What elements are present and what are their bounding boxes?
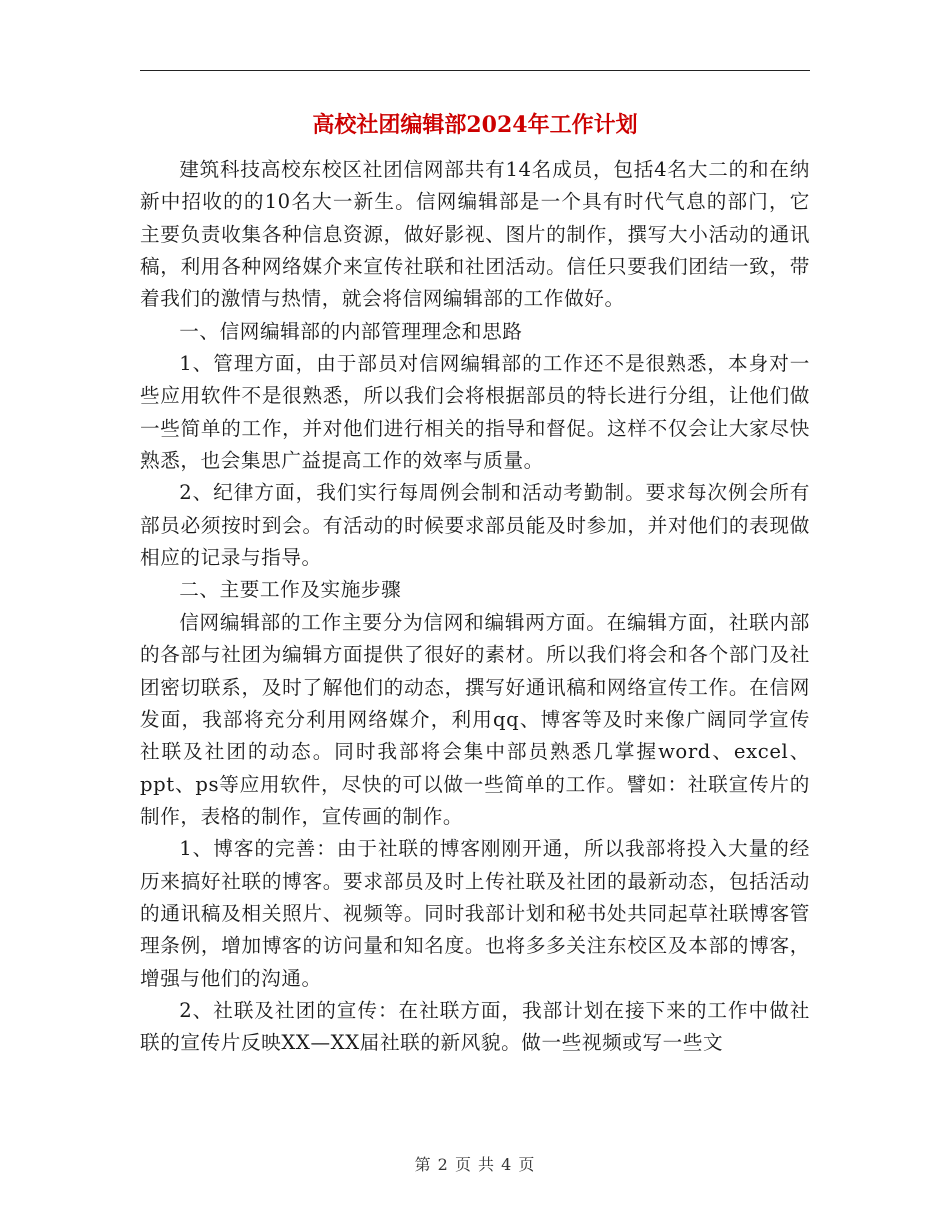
paragraph-management: 1、管理方面，由于部员对信网编辑部的工作还不是很熟悉，本身对一些应用软件不是很熟悉，所以我们会将根据部员的特长进行分组，让他们做一些简单的工作，并对他们进行相关的指导和督促。这样不仅会让大家尽快熟悉，也会集思广益提高工作的效率与质量。 bbox=[140, 352, 810, 473]
paragraph-publicity: 2、社联及社团的宣传：在社联方面，我部计划在接下来的工作中做社联的宣传片反映XX—XX届社联的新风貌。做一些视频或写一些文 bbox=[140, 998, 810, 1055]
paragraph-blog: 1、博客的完善：由于社联的博客刚刚开通，所以我部将投入大量的经历来搞好社联的博客。要求部员及时上传社联及社团的最新动态，包括活动的通讯稿及相关照片、视频等。同时我部计划和秘书处共同起草社联博客管理条例，增加博客的访问量和知名度。也将多多关注东校区及本部的博客，增强与他们的沟通。 bbox=[140, 837, 810, 990]
header-rule bbox=[140, 70, 810, 71]
document-body bbox=[140, 154, 810, 1060]
section-heading-1: 一、信网编辑部的内部管理理念和思路 bbox=[179, 319, 523, 343]
section-heading-2: 二、主要工作及实施步骤 bbox=[179, 578, 402, 602]
document-title: 高校社团编辑部2024年工作计划 bbox=[312, 112, 638, 138]
paragraph-discipline: 2、纪律方面，我们实行每周例会制和活动考勤制。要求每次例会所有部员必须按时到会。有活动的时候要求部员能及时参加，并对他们的表现做相应的记录与指导。 bbox=[140, 481, 810, 570]
page-number-footer: 第 2 页 共 4 页 bbox=[414, 1155, 536, 1174]
paragraph-intro: 建筑科技高校东校区社团信网部共有14名成员，包括4名大二的和在纳新中招收的的10名大一新生。信网编辑部是一个具有时代气息的部门，它主要负责收集各种信息资源，做好影视、图片的制作，撰写大小活动的通讯稿，利用各种网络媒介来宣传社联和社团活动。信任只要我们团结一致，带着我们的激情与热情，就会将信网编辑部的工作做好。 bbox=[140, 158, 810, 311]
paragraph-main-work: 信网编辑部的工作主要分为信网和编辑两方面。在编辑方面，社联内部的各部与社团为编辑方面提供了很好的素材。所以我们将会和各个部门及社团密切联系，及时了解他们的动态，撰写好通讯稿和网络宣传工作。在信网发面，我部将充分利用网络媒介，利用qq、博客等及时来像广阔同学宣传社联及社团的动态。同时我部将会集中部员熟悉几掌握word、excel、ppt、ps等应用软件，尽快的可以做一些简单的工作。譬如：社联宣传片的制作，表格的制作，宣传画的制作。 bbox=[140, 610, 810, 828]
